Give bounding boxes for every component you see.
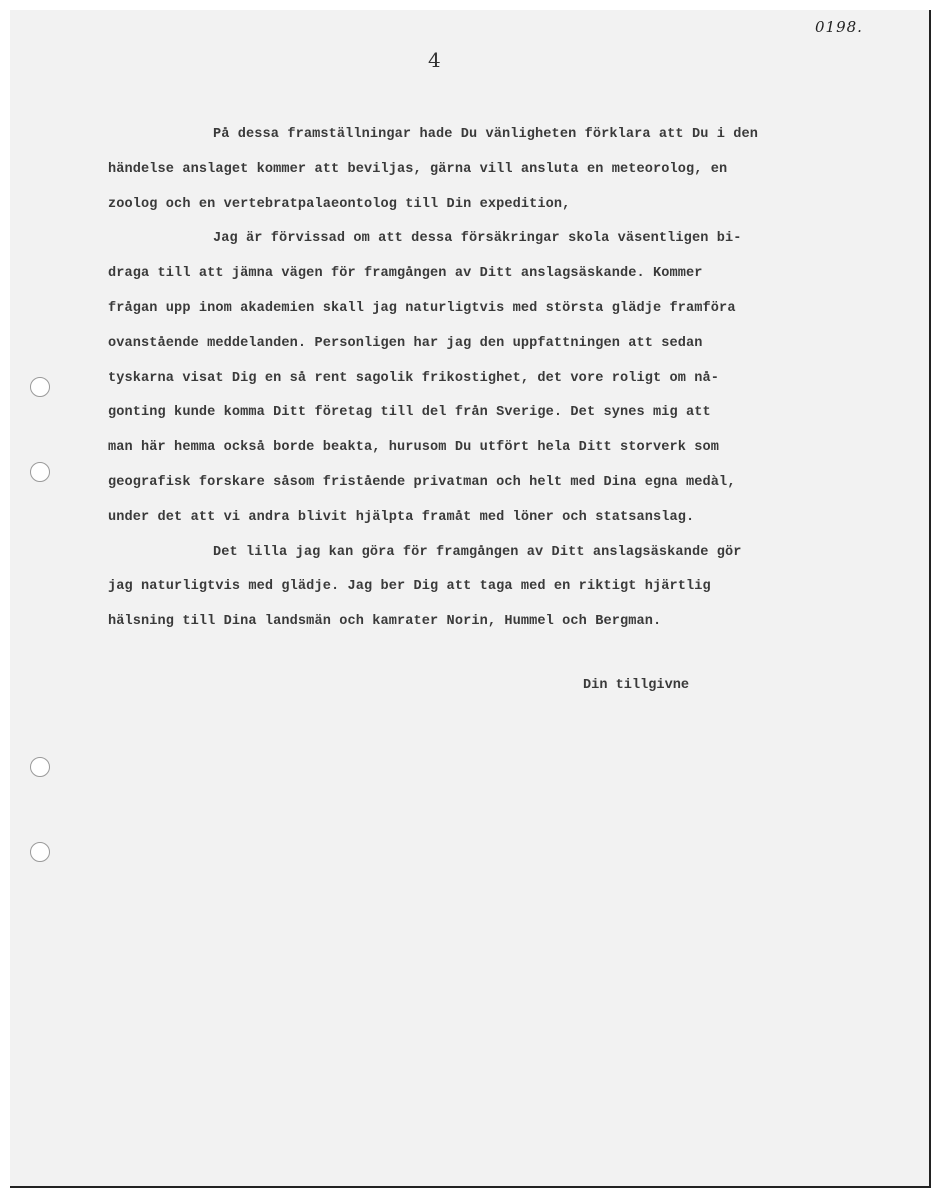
archive-number: 0198. bbox=[815, 18, 863, 36]
text-line: jag naturligtvis med glädje. Jag ber Dig att taga med en riktigt hjärtlig bbox=[108, 579, 711, 595]
punch-hole bbox=[30, 757, 50, 777]
closing-signature: Din tillgivne bbox=[583, 678, 690, 693]
text-line: hälsning till Dina landsmän och kamrater Norin, Hummel och Bergman. bbox=[108, 614, 662, 630]
punch-hole bbox=[30, 377, 50, 397]
text-line: händelse anslaget kommer att beviljas, gärna vill ansluta en meteorolog, en bbox=[108, 161, 728, 177]
text-line: zoolog och en vertebratpalaeontolog till Din expedition, bbox=[108, 196, 571, 212]
punch-hole bbox=[30, 842, 50, 862]
text-line: Jag är förvissad om att dessa försäkringar skola väsentligen bi- bbox=[213, 231, 742, 247]
punch-hole bbox=[30, 462, 50, 482]
text-line: Det lilla jag kan göra för framgången av Ditt anslagsäskande gör bbox=[213, 544, 742, 560]
page-number: 4 bbox=[428, 48, 441, 72]
text-line: man här hemma också borde beakta, hurusom Du utfört hela Ditt storverk som bbox=[108, 440, 720, 456]
text-line: geografisk forskare såsom fristående privatman och helt med Dina egna medàl, bbox=[108, 474, 736, 490]
text-line: under det att vi andra blivit hjälpta framåt med löner och statsanslag. bbox=[108, 509, 695, 525]
text-line: På dessa framställningar hade Du vänligheten förklara att Du i den bbox=[213, 127, 758, 142]
letter-body bbox=[108, 118, 898, 640]
text-line: ovanstående meddelanden. Personligen har jag den uppfattningen att sedan bbox=[108, 335, 703, 351]
text-line: tyskarna visat Dig en så rent sagolik frikostighet, det vore roligt om nå- bbox=[108, 370, 720, 386]
text-line: gonting kunde komma Ditt företag till del från Sverige. Det synes mig att bbox=[108, 405, 711, 421]
text-line: frågan upp inom akademien skall jag naturligtvis med största glädje framföra bbox=[108, 300, 736, 316]
text-line: draga till att jämna vägen för framgången av Ditt anslagsäskande. Kommer bbox=[108, 266, 703, 282]
